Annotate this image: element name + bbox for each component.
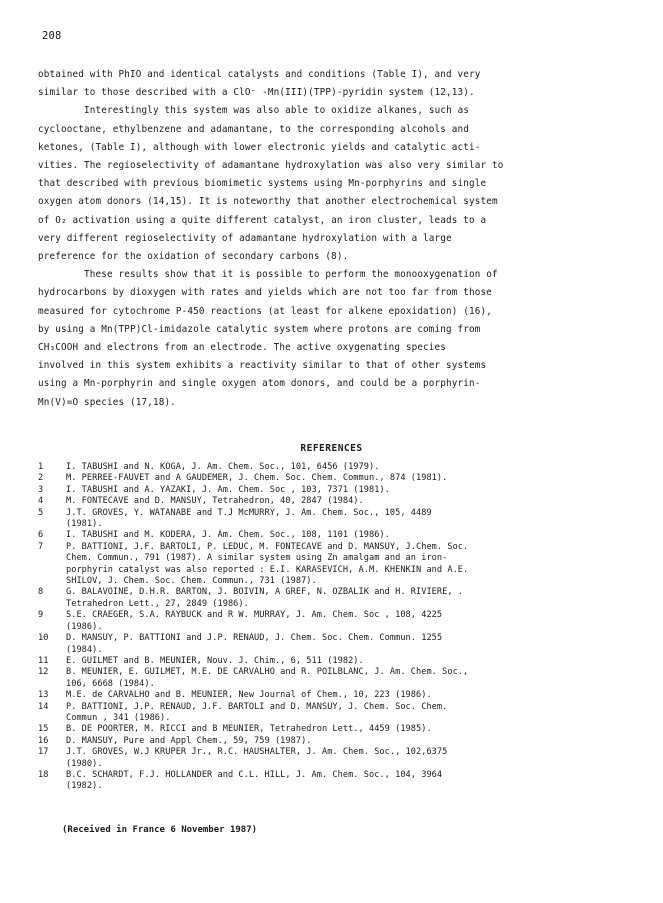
reference-item [38,736,638,747]
text-line: measured for cytochrome P-450 reactions (at least for alkene epoxidation) (16), [38,305,493,317]
page-number: 208 [42,30,62,42]
reference-item [38,656,638,667]
reference-text: M. PERREE-FAUVET and A GAUDEMER, J. Chem. Soc. Chem. Commun., 874 (1981). [66,473,448,484]
reference-number: 16 [38,735,49,746]
paragraph-2 [38,102,628,266]
reference-number: 18 [38,769,49,780]
text-line: hydrocarbons by dioxygen with rates and yields which are not too far from those [38,287,493,299]
reference-number: 15 [38,724,49,735]
reference-text: G. BALAVOINE, D.H.R. BARTON, J. BOIVIN, A GREF, N. OZBALIK and H. RIVIERE, . Tetrahedron Lett., 27, 2849 (1986). [66,587,464,609]
reference-item [38,633,638,656]
reference-item [38,530,638,541]
reference-item [38,690,638,701]
reference-text: J.T. GROVES, W.J KRUPER Jr., R.C. HAUSHALTER, J. Am. Chem. Soc., 102,6375 (1980). [66,747,448,769]
reference-item [38,747,638,770]
reference-number: 9 [38,610,44,621]
text-line: that described with previous biomimetic systems using Mn-porphyrins and single [38,178,487,190]
reference-item [38,462,638,473]
reference-item [38,770,638,793]
text-line: oxygen atom donors (14,15). It is noteworthy that another electrochemical system [38,196,498,208]
reference-text: D. MANSUY, P. BATTIONI and J.P. RENAUD, J. Chem. Soc. Chem. Commun. 1255 (1984). [66,633,443,655]
reference-number: 12 [38,667,49,678]
reference-text: P. BATTIONI, J.P. RENAUD, J.F. BARTOLI and D. MANSUY, J. Chem. Soc. Chem. Commun , 341 (1986). [66,701,448,723]
references-list [38,462,638,793]
reference-item [38,610,638,633]
text-line: Mn(V)=O species (17,18). [38,396,176,408]
reference-number: 2 [38,473,44,484]
body-text [38,66,628,412]
reference-number: 13 [38,690,49,701]
reference-item [38,508,638,531]
text-line: preference for the oxidation of secondary carbons (8). [38,251,349,263]
reference-number: 6 [38,530,44,541]
reference-text: P. BATTIONI, J.F. BARTOLI, P. LEDUC, M. FONTECAVE and D. MANSUY, J.Chem. Soc. Chem. Commun., 791 (1987). A similar system using Zn amalgam and an iron- porphyrin catalyst was also reported : E.I. KARASEVICH, A.M. KHENKIN and A.E. SHILOV, J. Chem. Soc. Chem. Commun., 731 (1987). [66,541,469,587]
paragraph-3 [38,266,628,412]
reference-item [38,667,638,690]
reference-text: J.T. GROVES, Y. WATANABE and T.J McMURRY, J. Am. Chem. Soc., 105, 4489 (1981). [66,507,432,530]
reference-text: B. DE POORTER, M. RICCI and B MEUNIER, Tetrahedron Lett., 4459 (1985). [66,724,432,735]
reference-text: D. MANSUY, Pure and Appl Chem., 59, 759 (1987). [66,735,312,746]
received-note: (Received in France 6 November 1987) [62,825,258,835]
text-line: obtained with PhIO and identical catalysts and conditions (Table I), and very [38,69,481,80]
reference-text: M.E. de CARVALHO and B. MEUNIER, New Journal of Chem., 10, 223 (1986). [66,690,432,701]
reference-text: B. MEUNIER, E. GUILMET, M.E. DE CARVALHO and R. POILBLANC, J. Am. Chem. Soc., 106, 6668 (1984). [66,667,469,689]
reference-item [38,485,638,496]
reference-number: 7 [38,541,44,552]
text-line: vities. The regioselectivity of adamantane hydroxylation was also very similar to [38,160,504,172]
reference-number: 11 [38,655,49,666]
text-line: very different regioselectivity of adamantane hydroxylation with a large [38,232,452,244]
text-line: using a Mn-porphyrin and single oxygen atom donors, and could be a porphyrin- [38,378,481,390]
text-line: similar to those described with a ClO⁻ -Mn(III)(TPP)-pyridin system (12,13). [38,87,475,99]
reference-item [38,702,638,725]
references-heading: REFERENCES [300,443,363,454]
reference-text: I. TABUSHI and N. KOGA, J. Am. Chem. Soc., 101, 6456 (1979). [66,462,380,472]
text-line: involved in this system exhibits a reactivity similar to that of other systems [38,360,487,372]
reference-number: 17 [38,747,49,758]
reference-number: 4 [38,496,44,507]
reference-number: 8 [38,587,44,598]
reference-item [38,542,638,588]
reference-text: S.E. CRAEGER, S.A. RAYBUCK and R W. MURRAY, J. Am. Chem. Soc , 108, 4225 (1986). [66,610,443,632]
reference-number: 5 [38,507,44,518]
paragraph-1 [38,66,628,102]
text-line: Interestingly this system was also able to oxidize alkanes, such as [84,105,470,117]
text-line: cyclooctane, ethylbenzene and adamantane, to the corresponding alcohols and [38,123,470,135]
reference-text: M. FONTECAVE and D. MANSUY, Tetrahedron, 40, 2847 (1984). [66,496,364,507]
reference-item [38,724,638,735]
text-line: ketones, (Table I), although with lower electronic yields and catalytic acti- [38,141,481,153]
reference-text: E. GUILMET and B. MEUNIER, Nouv. J. Chim., 6, 511 (1982). [66,655,364,666]
reference-text: I. TABUSHI and M. KODERA, J. Am. Chem. Soc., 108, 1101 (1986). [66,530,390,541]
reference-number: 10 [38,633,49,644]
text-line: These results show that it is possible to perform the monooxygenation of [84,269,498,281]
reference-item [38,587,638,610]
text-line: of O₂ activation using a quite different catalyst, an iron cluster, leads to a [38,214,487,226]
reference-number: 14 [38,701,49,712]
reference-number: 1 [38,462,44,472]
reference-number: 3 [38,484,44,495]
reference-text: B.C. SCHARDT, F.J. HOLLANDER and C.L. HILL, J. Am. Chem. Soc., 104, 3964 (1982). [66,769,443,792]
text-line: by using a Mn(TPP)Cl-imidazole catalytic system where protons are coming from [38,323,481,335]
reference-item [38,496,638,507]
reference-item [38,473,638,484]
reference-text: I. TABUSHI and A. YAZAKI, J. Am. Chem. Soc , 103, 7371 (1981). [66,484,390,495]
text-line: CH₃COOH and electrons from an electrode. The active oxygenating species [38,342,447,354]
